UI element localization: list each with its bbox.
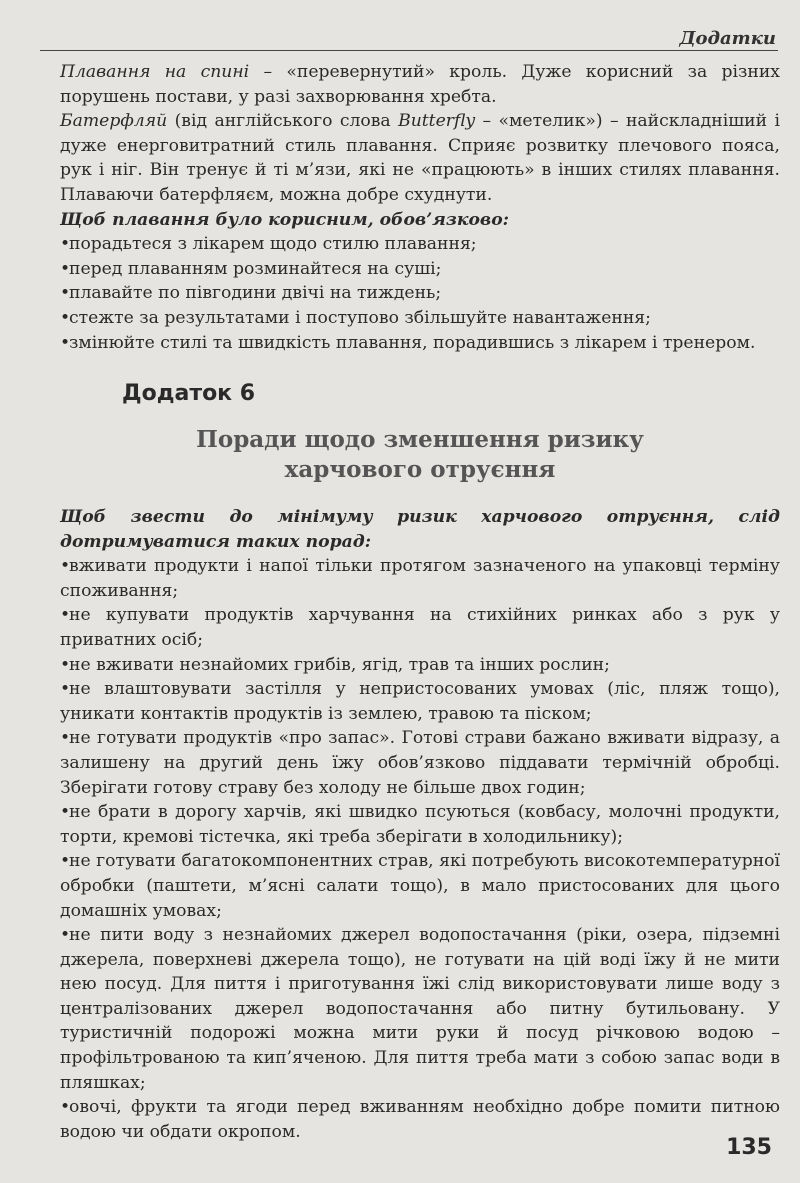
- list-item: •не пити воду з незнайомих джерел водопостачання (ріки, озера, підземні джерела, поверхневі джерела тощо), не готувати на цій воді їжу й не мити нею посуд. Для пиття і приготування їжі слід використовувати лише воду з централізованих джерел водопостачання або питну бутильовану. У туристичній подорожі можна мити руки й посуд річковою водою – профільтрованою та кип’яченою. Для пиття треба мати з собою запас води в пляшках;: [60, 925, 780, 1093]
- list-item: •перед плаванням розминайтеся на суші;: [60, 258, 442, 279]
- food-poisoning-text-block: [60, 505, 780, 1144]
- list-item: •не брати в дорогу харчів, які швидко псуються (ковбасу, молочні продукти, торти, кремові тістечка, які треба зберігати в холодильнику);: [60, 802, 780, 847]
- list-item: •не вживати незнайомих грибів, ягід, трав та інших рослин;: [60, 654, 610, 675]
- swimming-rules-intro: Щоб плавання було корисним, обов’язково:: [60, 209, 510, 230]
- term-butterfly: Батерфляй: [60, 111, 168, 132]
- appendix-label: Додаток 6: [122, 381, 256, 406]
- list-item: •не готувати багатокомпонентних страв, які потребують високотемпературної обробки (паштети, м’ясні салати тощо), в мало пристосованих для цього домашніх умовах;: [60, 851, 780, 921]
- list-item: •порадьтеся з лікарем щодо стилю плавання;: [60, 234, 477, 255]
- list-item: •змінюйте стилі та швидкість плавання, порадившись з лікарем і тренером.: [60, 332, 756, 353]
- list-item: •вживати продукти і напої тільки протягом зазначеного на упаковці терміну споживання;: [60, 556, 780, 601]
- top-text-block: [60, 60, 780, 355]
- page-number: 135: [726, 1135, 772, 1160]
- term-backstroke: Плавання на спині: [60, 62, 250, 82]
- list-item: •не влаштовувати застілля у непристосованих умовах (ліс, пляж тощо), уникати контактів продуктів із землею, травою та піском;: [60, 679, 780, 724]
- section-title: Поради щодо зменшення ризику харчового отруєння: [196, 426, 644, 483]
- food-rules-intro: Щоб звести до мінімуму ризик харчового отруєння, слід дотримуватися таких порад:: [60, 507, 780, 552]
- running-header: [40, 26, 778, 51]
- list-item: •не готувати продуктів «про запас». Готові страви бажано вживати відразу, а залишену на другий день їжу обов’язково піддавати термічній обробці. Зберігати готову страву без холоду не більше двох годин;: [60, 728, 780, 798]
- list-item: •овочі, фрукти та ягоди перед вживанням необхідно добре помити питною водою чи обдати окропом.: [60, 1097, 780, 1142]
- paragraph-butterfly: Батерфляй (від англійського слова Butterfly – «метелик») – найскладніший і дуже енерговитратний стиль плавання. Сприяє розвитку плечового пояса, рук і ніг. Він тренує й ті м’язи, які не «працюють» в інших стилях плавання. Плаваючи батерфляєм, можна добре схуднути.: [60, 111, 780, 205]
- section-name: Додатки: [679, 28, 776, 49]
- paragraph-backstroke: Плавання на спині – «перевернутий» кроль. Дуже корисний за різних порушень постави, у разі захворювання хребта.: [60, 62, 780, 107]
- list-item: •стежте за результатами і поступово збільшуйте навантаження;: [60, 307, 651, 328]
- list-item: •не купувати продуктів харчування на стихійних ринках або з рук у приватних осіб;: [60, 605, 780, 650]
- list-item: •плавайте по півгодини двічі на тиждень;: [60, 283, 442, 304]
